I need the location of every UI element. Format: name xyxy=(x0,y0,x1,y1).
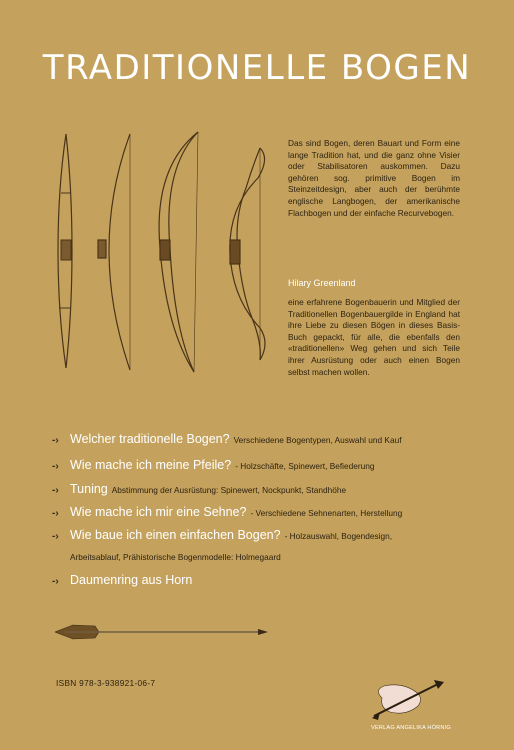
recurve-bow xyxy=(230,148,265,360)
chapter-item xyxy=(52,456,374,474)
chapter-subtitle-continued: Arbeitsablauf, Prähistorische Bogenmodelle: Holmegaard xyxy=(70,552,281,562)
isbn: ISBN 978-3-938921-06-7 xyxy=(56,678,156,688)
arrow-bullet-icon: -› xyxy=(52,576,59,587)
chapter-title: Wie baue ich einen einfachen Bogen? xyxy=(70,528,281,542)
arrow-bullet-icon: -› xyxy=(52,485,59,496)
chapter-title: Wie mache ich meine Pfeile? xyxy=(70,458,232,472)
flatbow xyxy=(159,132,198,372)
book-title: TRADITIONELLE BOGEN xyxy=(42,48,472,88)
chapter-title: Welcher traditionelle Bogen? xyxy=(70,432,230,446)
chapter-item xyxy=(52,430,402,448)
arrow-illustration xyxy=(55,621,270,643)
arrow-bullet-icon: -› xyxy=(52,531,59,542)
chapter-item xyxy=(52,526,392,544)
chapter-subtitle: - Verschiedene Sehnenarten, Herstellung xyxy=(250,508,403,518)
chapter-title: Tuning xyxy=(70,482,108,496)
book-description: Das sind Bogen, deren Bauart und Form eine lange Tradition hat, und die ganz ohne Visier oder Stabilisatoren auskommen. Dazu gehören sog. primitive Bogen im Steinzeitdesign, aber auch der berühmte englische Langbogen, der amerikanische Flachbogen und der einfache Recurvebogen. xyxy=(288,138,460,218)
publisher-logo xyxy=(368,676,448,722)
arrow-bullet-icon: -› xyxy=(52,435,59,446)
chapter-subtitle: - Holzschäfte, Spinewert, Befiederung xyxy=(235,461,375,471)
longbow-straight xyxy=(58,134,72,368)
chapter-title: Daumenring aus Horn xyxy=(70,573,193,587)
chapter-item xyxy=(52,571,192,589)
chapter-subtitle: Abstimmung der Ausrüstung: Spinewert, Nockpunkt, Standhöhe xyxy=(111,485,347,495)
chapter-item xyxy=(52,503,402,521)
bows-illustration xyxy=(48,128,283,378)
arrow-bullet-icon: -› xyxy=(52,508,59,519)
arrow-tip xyxy=(258,629,268,635)
chapter-subtitle: Verschiedene Bogentypen, Auswahl und Kauf xyxy=(233,435,402,445)
arrow-bullet-icon: -› xyxy=(52,461,59,472)
publisher-name: VERLAG ANGELIKA HÖRNIG xyxy=(371,725,451,731)
author-description: eine erfahrene Bogenbauerin und Mitglied der Traditionellen Bogenbauergilde in England hat ihre Liebe zu diesen Bögen in dieses Basis-Buch gepackt, für alle, die ebenfalls den «traditionellen» Weg gehen und sich Teile ihrer Ausrüstung oder auch einen Bogen selbst machen wollen. xyxy=(288,297,460,377)
author-name: Hilary Greenland xyxy=(288,278,356,288)
chapter-title: Wie mache ich mir eine Sehne? xyxy=(70,505,247,519)
chapter-subtitle: - Holzauswahl, Bogendesign, xyxy=(284,531,393,541)
longbow-strung xyxy=(98,134,130,370)
chapter-item xyxy=(52,480,346,498)
